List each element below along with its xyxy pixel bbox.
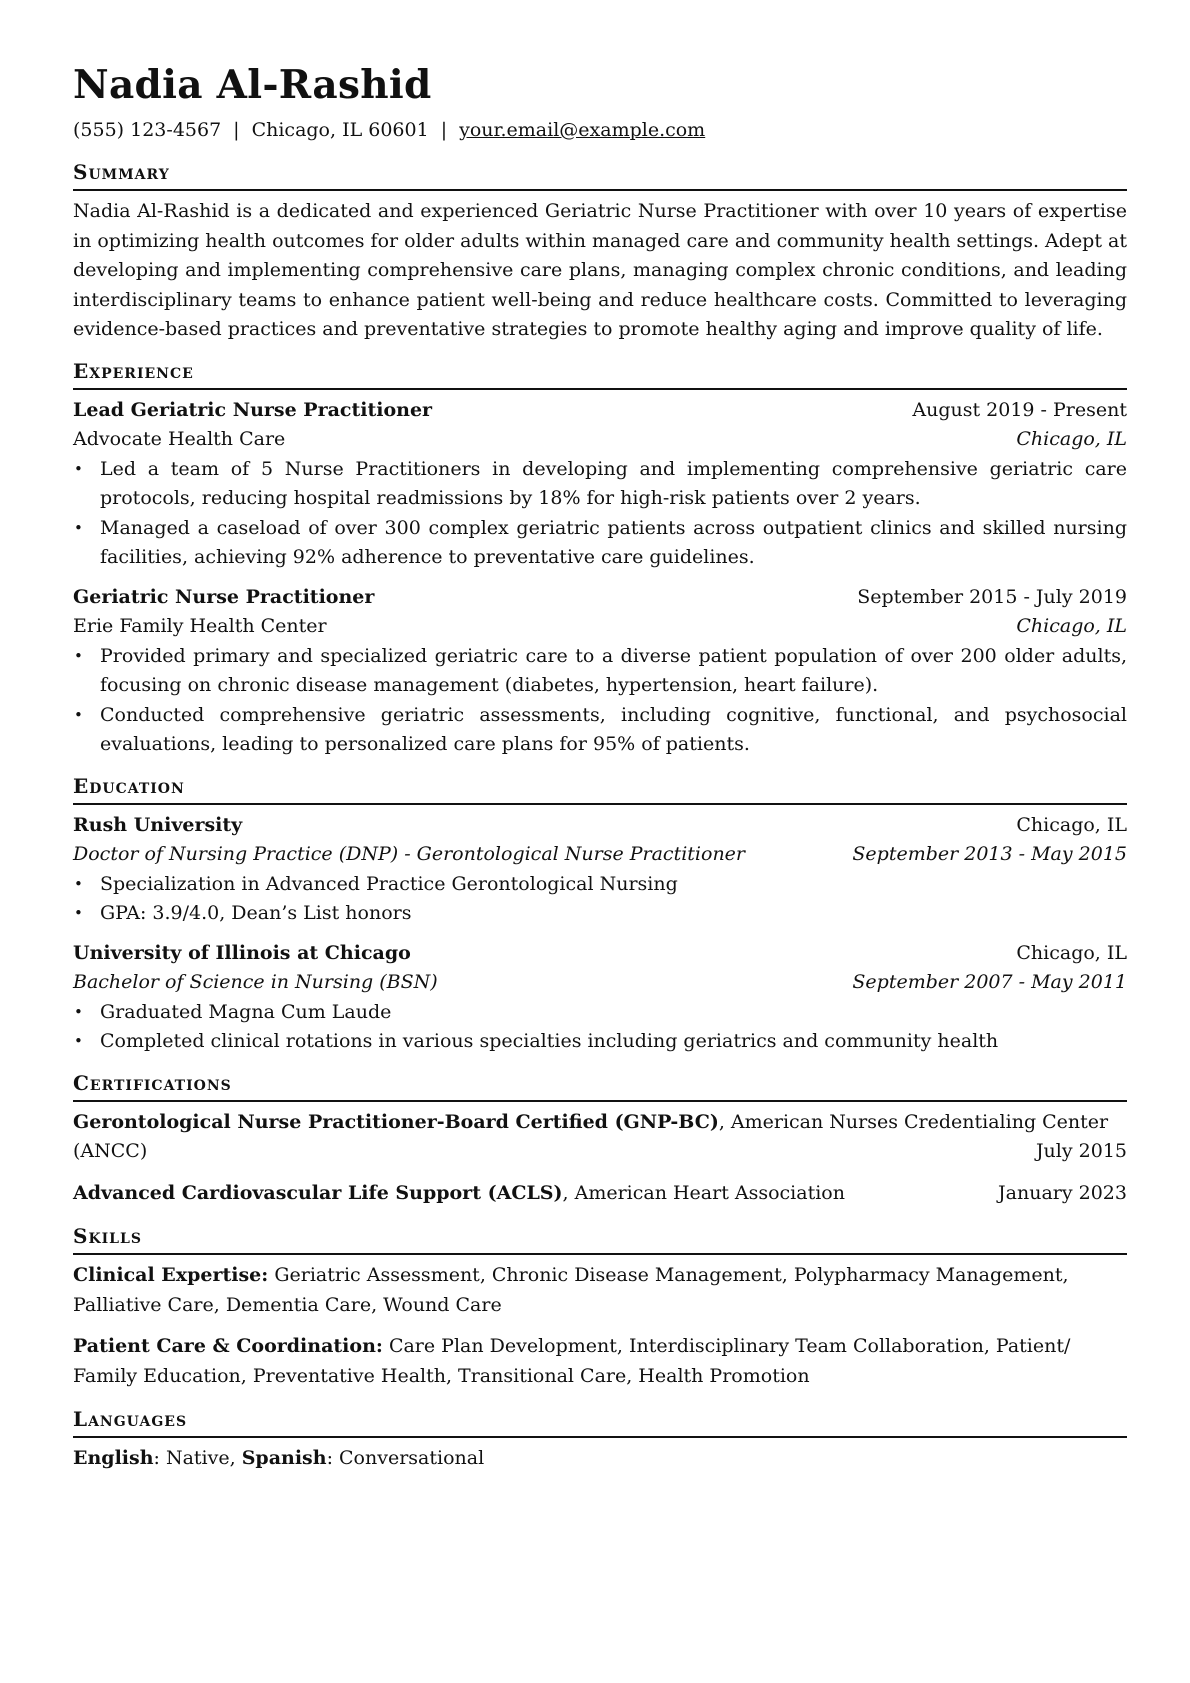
certifications-section bbox=[73, 1067, 1127, 1209]
school-name: Rush University bbox=[73, 813, 243, 836]
school-name: University of Illinois at Chicago bbox=[73, 941, 411, 964]
certification-name: Gerontological Nurse Practitioner-Board Certified (GNP-BC) bbox=[73, 1110, 719, 1133]
resume-page bbox=[73, 56, 1127, 1486]
job-bullets bbox=[73, 455, 1127, 573]
education-section bbox=[73, 770, 1127, 1057]
bullet-item: • Graduated Magna Cum Laude bbox=[100, 998, 1127, 1028]
degree-dates: September 2007 - May 2011 bbox=[852, 971, 1127, 993]
degree-dates: September 2013 - May 2015 bbox=[852, 843, 1127, 865]
certification-date: July 2015 bbox=[1035, 1140, 1127, 1162]
skill-group-label: Clinical Expertise: bbox=[73, 1264, 269, 1286]
skill-group bbox=[73, 1332, 1127, 1391]
job-location: Chicago, IL bbox=[1016, 615, 1127, 637]
job-subheader bbox=[73, 612, 1127, 642]
degree-line bbox=[73, 840, 1127, 870]
phone-number: (555) 123-4567 bbox=[73, 119, 222, 141]
bullet-item: • Provided primary and specialized geriatric care to a diverse patient population of over 200 older adults, focusing on chronic disease management (diabetes, hypertension, heart failure). bbox=[100, 642, 1127, 701]
email-link[interactable]: your.email@example.com bbox=[459, 119, 706, 141]
section-title-certifications: Certifications bbox=[73, 1067, 1127, 1102]
summary-text: Nadia Al-Rashid is a dedicated and experienced Geriatric Nurse Practitioner with over 10 years of expertise in optimizing health outcomes for older adults within managed care and community health settings. Adept at developing and implementing comprehensive care plans, managing complex chronic conditions, and leading interdisciplinary teams to enhance patient well-being and reduce healthcare costs. Committed to leveraging evidence-based practices and preventative strategies to promote healthy aging and improve quality of life. bbox=[73, 200, 1127, 340]
bullet-item: • Led a team of 5 Nurse Practitioners in developing and implementing comprehensive geriatric care protocols, reducing hospital readmissions by 18% for high-risk patients over 2 years. bbox=[100, 455, 1127, 514]
skill-group-text: Care Plan Development, Interdisciplinary Team Collaboration, Patient/ Family Education, Preventative Health, Transitional Care, Health Promotion bbox=[73, 1335, 1071, 1387]
certification-name: Advanced Cardiovascular Life Support (ACLS) bbox=[73, 1181, 563, 1204]
job-entry bbox=[73, 396, 1127, 573]
job-dates: August 2019 - Present bbox=[912, 398, 1127, 421]
certification-item bbox=[73, 1179, 1127, 1209]
languages-line bbox=[73, 1444, 1127, 1474]
job-entry bbox=[73, 583, 1127, 760]
job-dates: September 2015 - July 2019 bbox=[857, 585, 1127, 608]
languages-section bbox=[73, 1403, 1127, 1474]
job-role: Geriatric Nurse Practitioner bbox=[73, 585, 375, 608]
education-entry bbox=[73, 939, 1127, 1057]
school-location: Chicago, IL bbox=[1016, 941, 1127, 964]
job-role: Lead Geriatric Nurse Practitioner bbox=[73, 398, 433, 421]
skills-section bbox=[73, 1220, 1127, 1391]
section-title-education: Education bbox=[73, 770, 1127, 805]
job-subheader bbox=[73, 425, 1127, 455]
section-title-summary: Summary bbox=[73, 156, 1127, 191]
school-header bbox=[73, 939, 1127, 969]
bullet-item: • Managed a caseload of over 300 complex geriatric patients across outpatient clinics and skilled nursing facilities, achieving 92% adherence to preventative care guidelines. bbox=[100, 514, 1127, 573]
section-title-languages: Languages bbox=[73, 1403, 1127, 1438]
candidate-name: Nadia Al-Rashid bbox=[73, 62, 432, 108]
certification-date: January 2023 bbox=[998, 1181, 1127, 1204]
job-header bbox=[73, 396, 1127, 426]
language-name: English bbox=[73, 1447, 154, 1469]
contact-line bbox=[73, 114, 1127, 146]
school-location: Chicago, IL bbox=[1016, 813, 1127, 836]
experience-section bbox=[73, 355, 1127, 760]
certification-item bbox=[73, 1108, 1127, 1167]
bullet-item: • Completed clinical rotations in various specialties including geriatrics and community health bbox=[100, 1027, 1127, 1057]
skill-group bbox=[73, 1261, 1127, 1320]
language-name: Spanish bbox=[241, 1447, 327, 1469]
education-entry bbox=[73, 811, 1127, 929]
bullet-item: • GPA: 3.9/4.0, Dean’s List honors bbox=[100, 899, 1127, 929]
section-title-experience: Experience bbox=[73, 355, 1127, 390]
language-level: : Native, bbox=[153, 1447, 242, 1469]
degree-name: Bachelor of Science in Nursing (BSN) bbox=[73, 971, 438, 993]
contact-separator: | bbox=[233, 119, 240, 141]
job-organization: Erie Family Health Center bbox=[73, 615, 327, 637]
job-header bbox=[73, 583, 1127, 613]
school-header bbox=[73, 811, 1127, 841]
location-text: Chicago, IL 60601 bbox=[251, 119, 429, 141]
contact-separator: | bbox=[440, 119, 448, 141]
section-title-skills: Skills bbox=[73, 1220, 1127, 1255]
bullet-item: • Conducted comprehensive geriatric assessments, including cognitive, functional, and psychosocial evaluations, leading to personalized care plans for 95% of patients. bbox=[100, 701, 1127, 760]
skill-group-text: Geriatric Assessment, Chronic Disease Management, Polypharmacy Management, Palliative Care, Dementia Care, Wound Care bbox=[73, 1264, 1069, 1316]
job-organization: Advocate Health Care bbox=[73, 428, 286, 450]
certification-issuer: , American Heart Association bbox=[562, 1181, 845, 1204]
skill-group-label: Patient Care & Coordination: bbox=[73, 1335, 383, 1357]
summary-section bbox=[73, 156, 1127, 345]
language-level: : Conversational bbox=[326, 1447, 485, 1469]
degree-name: Doctor of Nursing Practice (DNP) - Gerontological Nurse Practitioner bbox=[73, 843, 746, 865]
education-bullets bbox=[73, 998, 1127, 1057]
job-bullets bbox=[73, 642, 1127, 760]
certification-issuer: , American Nurses Credentialing Center (ANCC) bbox=[73, 1110, 1109, 1162]
bullet-item: • Specialization in Advanced Practice Gerontological Nursing bbox=[100, 870, 1127, 900]
education-bullets bbox=[73, 870, 1127, 929]
degree-line bbox=[73, 968, 1127, 998]
job-location: Chicago, IL bbox=[1016, 428, 1127, 450]
